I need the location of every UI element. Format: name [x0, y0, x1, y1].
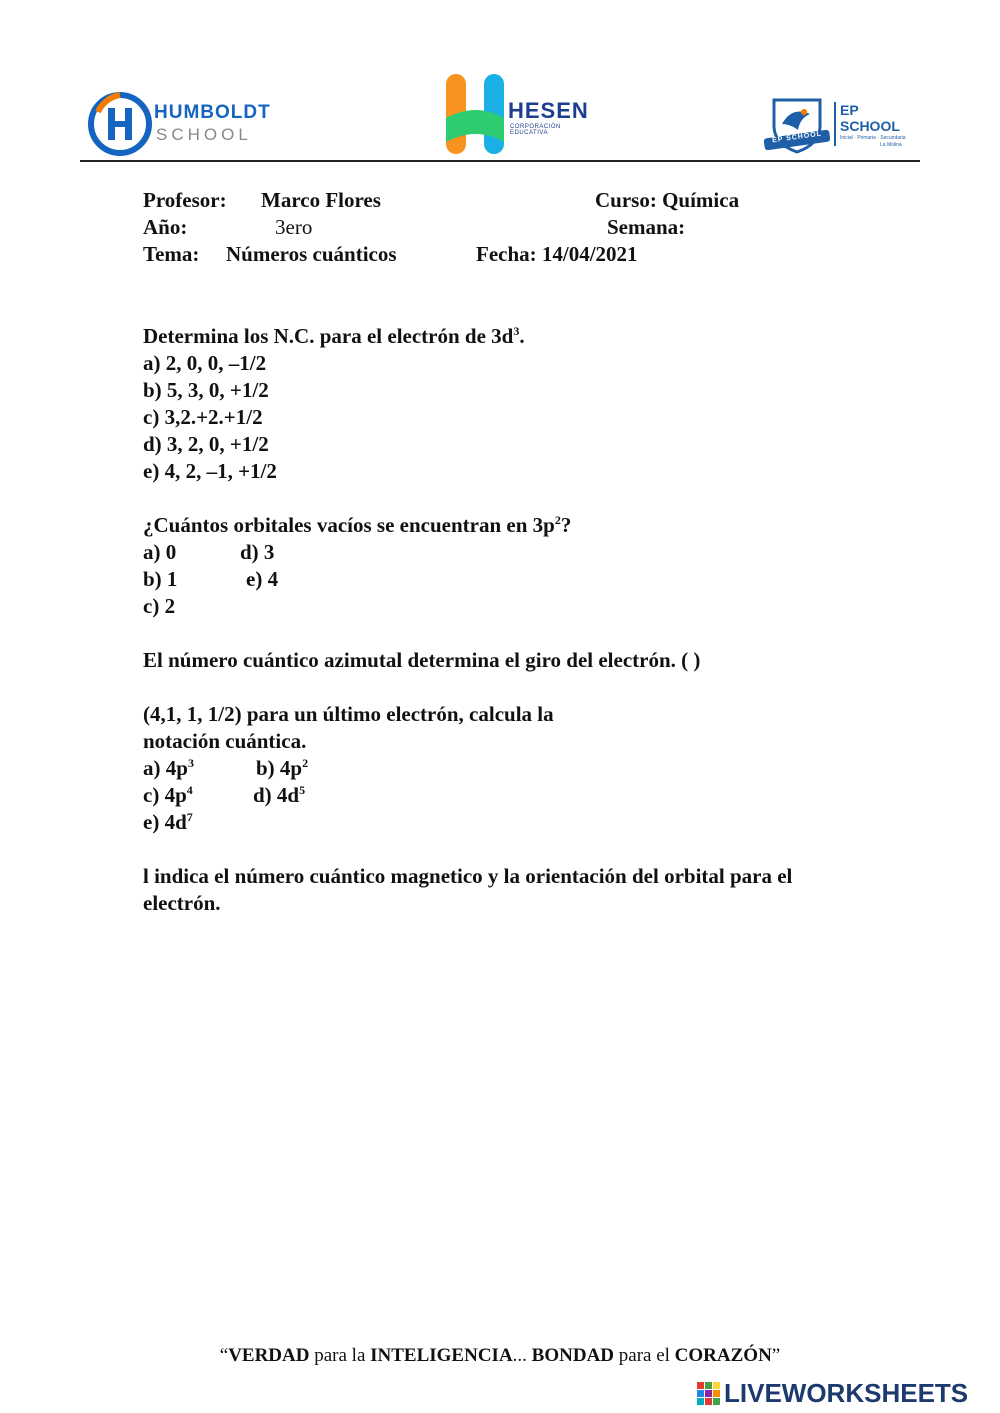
tema-value: Números cuánticos — [226, 242, 397, 266]
hesen-logo — [444, 72, 594, 158]
anio-label: Año: — [143, 215, 188, 239]
humboldt-emblem-icon — [88, 92, 152, 156]
profesor-value: Marco Flores — [261, 188, 381, 212]
profesor-label: Profesor: — [143, 188, 227, 212]
q4-option-c: c) $4p^4$ — [143, 783, 193, 807]
semana: Semana: — [607, 215, 686, 239]
q2-option-a: a) 0 — [143, 540, 177, 564]
humboldt-name: HUMBOLDT — [154, 102, 271, 123]
liveworksheets-watermark — [697, 1378, 997, 1410]
liveworksheets-logo-icon — [697, 1382, 721, 1406]
ep-school-shield-icon — [762, 96, 832, 154]
q4-option-a: a) $4p^3$ — [143, 756, 194, 780]
q2-option-d: d) 3 — [240, 540, 275, 564]
q4-line2: notación cuántica. — [143, 729, 307, 753]
hesen-h-icon — [444, 72, 508, 156]
q1-text: Determina los N.C. para el electrón de $3d^3$. — [143, 324, 525, 348]
q4-option-d: d) $4d^5$ — [253, 783, 306, 807]
fecha: Fecha: 14/04/2021 — [476, 242, 638, 266]
humboldt-logo — [88, 92, 271, 158]
q1-option-d: d) 3, 2, 0, +1/2 — [143, 432, 269, 456]
q1-option-e: e) 4, 2, –1, +1/2 — [143, 459, 277, 483]
humboldt-sub: SCHOOL — [156, 125, 252, 144]
ep-school-name: EP — [840, 102, 859, 118]
q2-option-c: c) 2 — [143, 594, 176, 618]
q2-option-e: e) 4 — [246, 567, 279, 591]
tema-label: Tema: — [143, 242, 200, 266]
hesen-name: HESEN — [508, 98, 589, 123]
curso: Curso: Química — [595, 188, 740, 212]
q5-line2: electrón. — [143, 891, 221, 915]
q3-text: El número cuántico azimutal determina el giro del electrón. ( ) — [143, 648, 701, 672]
liveworksheets-text: LIVEWORKSHEETS — [724, 1378, 969, 1408]
hesen-sub: CORPORACIÓN EDUCATIVA — [510, 124, 561, 136]
q2-text: ¿Cuántos orbitales vacíos se encuentran en $3p^2$? — [143, 513, 572, 537]
q5-line1: l indica el número cuántico magnetico y la orientación del orbital para el — [143, 864, 793, 888]
q1-option-b: b) 5, 3, 0, +1/2 — [143, 378, 269, 402]
q4-line1: (4,1, 1, 1/2) para un último electrón, calcula la — [143, 702, 554, 726]
ep-school-logo — [762, 96, 922, 156]
q1-option-a: a) 2, 0, 0, –1/2 — [143, 351, 267, 375]
header-divider — [80, 160, 920, 162]
q4-option-b: b) $4p^2$ — [256, 756, 309, 780]
ep-school-sub: Inicial · Primaria · Secundaria — [840, 135, 906, 141]
q4-option-e: e) $4d^7$ — [143, 810, 193, 834]
ep-school-name2: SCHOOL — [840, 118, 900, 134]
ep-school-sub2: La Molina — [880, 142, 902, 148]
q2-option-b: b) 1 — [143, 567, 178, 591]
ep-school-badge: EP SCHOOL — [771, 130, 823, 145]
footer-motto: “VERDAD para la INTELIGENCIA... BONDAD para el CORAZÓN” — [219, 1345, 781, 1366]
anio-value: 3ero — [275, 215, 313, 239]
q1-option-c: c) 3,2.+2.+1/2 — [143, 405, 263, 429]
